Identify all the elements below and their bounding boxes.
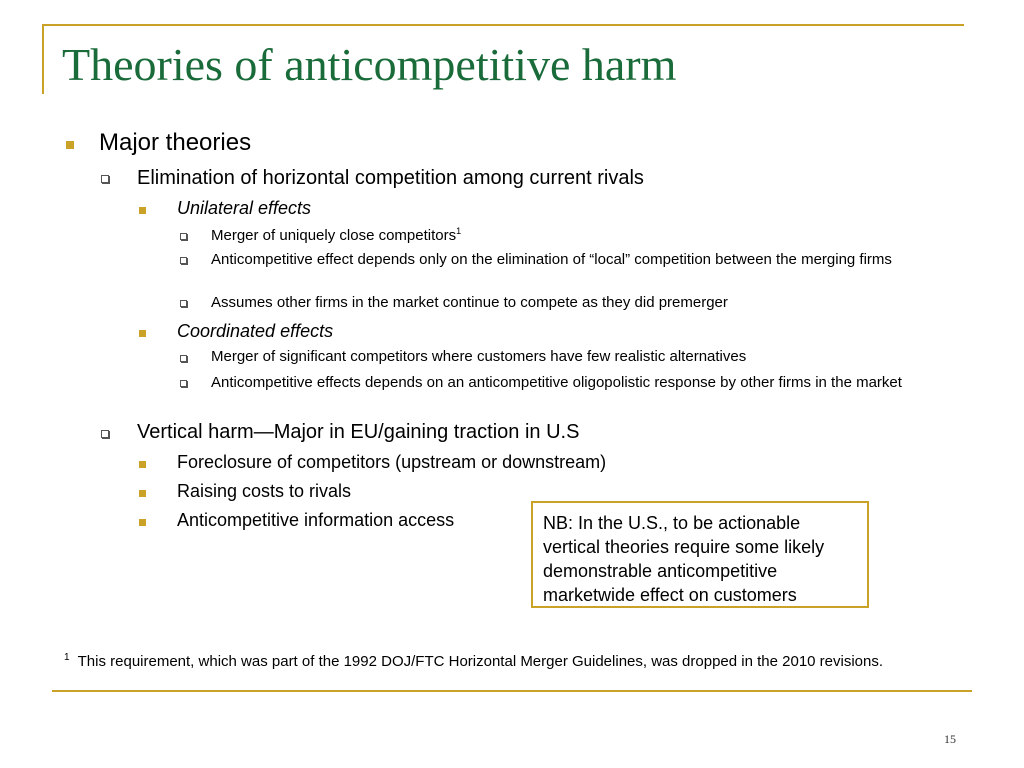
bullet-hollow-square-icon: [180, 300, 187, 307]
coordinated-item: Anticompetitive effects depends on an anticompetitive oligopolistic response by other firms in the market: [211, 374, 902, 391]
bullet-hollow-square-icon: [101, 175, 109, 183]
bullet-hollow-square-icon: [180, 233, 187, 240]
bullet-hollow-square-icon: [180, 355, 187, 362]
unilateral-item: Merger of uniquely close competitors$^1$: [211, 226, 462, 244]
outline-major-theories: Major theories: [99, 129, 252, 156]
bullet-hollow-square-icon: [180, 257, 187, 264]
bullet-square-icon: [66, 141, 74, 149]
coordinated-item: Merger of significant competitors where customers have few realistic alternatives: [211, 348, 747, 365]
slide-number: 15: [944, 732, 956, 746]
outline-coordinated-effects: Coordinated effects: [177, 321, 334, 341]
top-rule: [42, 24, 964, 26]
unilateral-item: Assumes other firms in the market continue to compete as they did premerger: [211, 294, 728, 311]
vertical-item: Foreclosure of competitors (upstream or downstream): [177, 452, 607, 472]
left-rule: [42, 24, 44, 94]
unilateral-item: Anticompetitive effect depends only on the elimination of “local” competition between the merging firms: [211, 251, 892, 268]
bottom-rule: [52, 690, 972, 692]
outline-unilateral-effects: Unilateral effects: [177, 198, 312, 218]
bullet-square-icon: [139, 490, 146, 497]
footnote-text: This requirement, which was part of the 1992 DOJ/FTC Horizontal Merger Guidelines, was dropped in the 2010 revisions.: [77, 653, 884, 670]
bullet-square-icon: [139, 330, 146, 337]
note-box: NB: In the U.S., to be actionable vertical theories require some likely demonstrable anticompetitive marketwide effect on customers: [531, 501, 869, 608]
bullet-square-icon: [139, 207, 146, 214]
bullet-hollow-square-icon: [101, 430, 109, 438]
footnote-marker: 1: [64, 652, 70, 663]
bullet-square-icon: [139, 519, 146, 526]
vertical-item: Anticompetitive information access: [177, 510, 455, 530]
vertical-item: Raising costs to rivals: [177, 481, 352, 501]
footnote: [64, 647, 964, 673]
outline-vertical: Vertical harm—Major in EU/gaining traction in U.S: [137, 421, 580, 443]
bullet-hollow-square-icon: [180, 380, 187, 387]
slide-title: Theories of anticompetitive harm: [62, 39, 677, 90]
outline-horizontal: Elimination of horizontal competition among current rivals: [137, 167, 644, 189]
bullet-square-icon: [139, 461, 146, 468]
